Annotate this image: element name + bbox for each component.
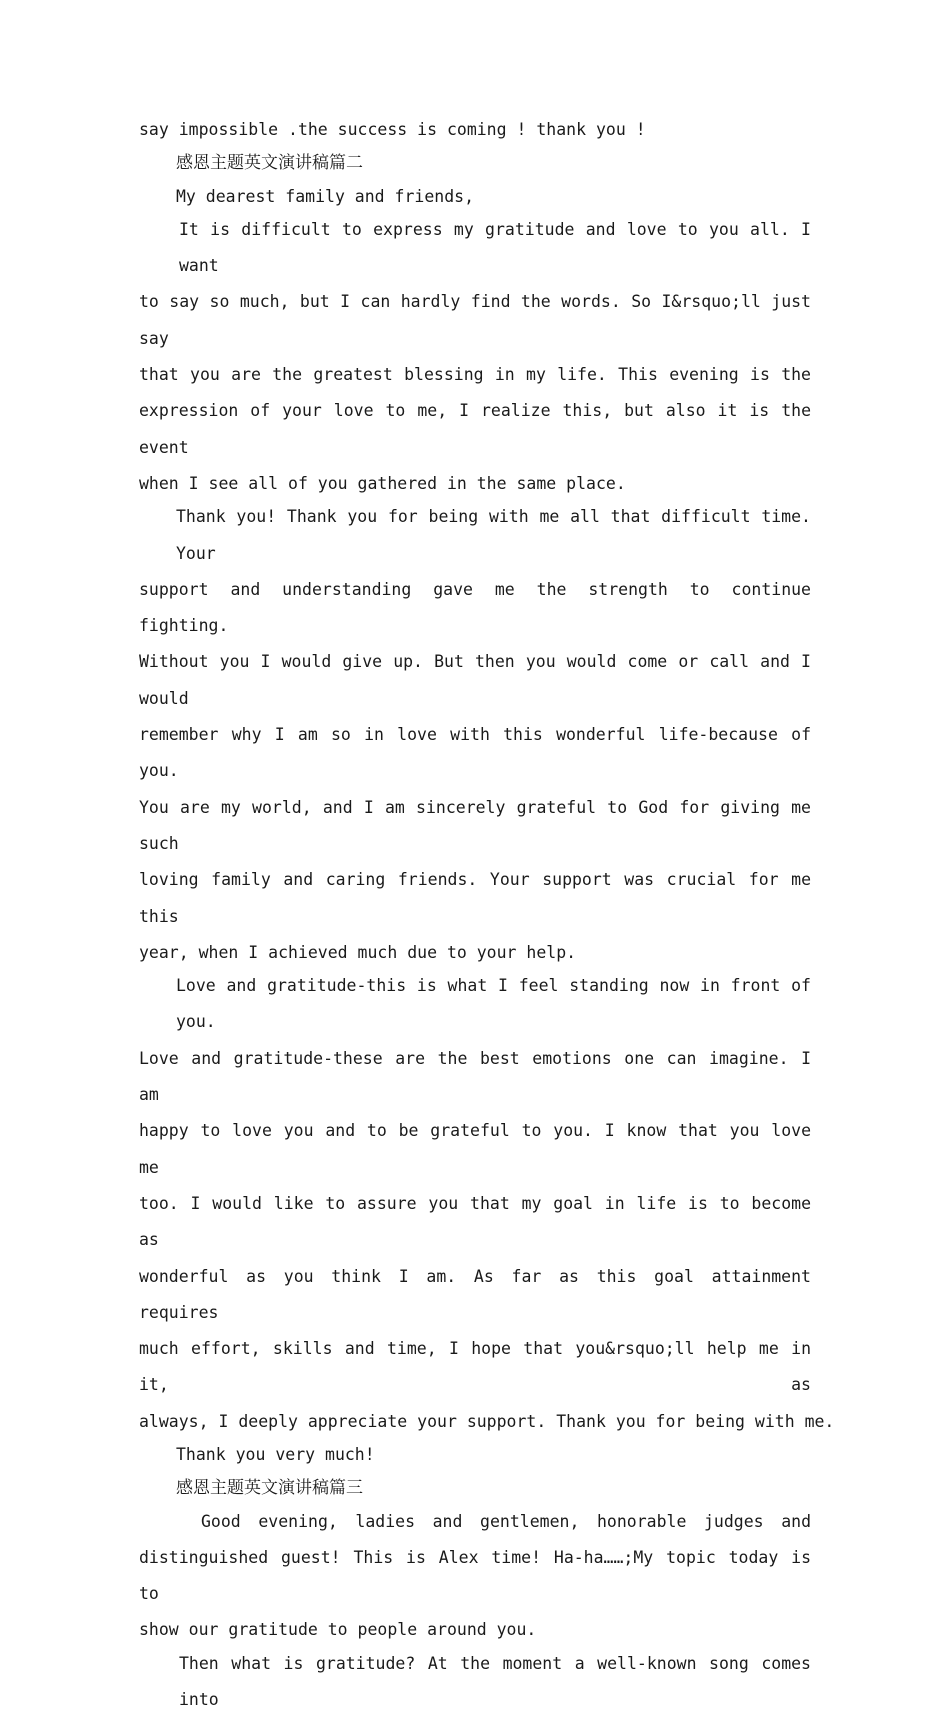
paragraph-3-line: happy to love you and to be grateful to you. I know that you love me <box>139 1121 811 1177</box>
paragraph-4-line: show our gratitude to people around you. <box>139 1620 537 1640</box>
paragraph-1-line: when I see all of you gathered in the same place. <box>139 473 626 493</box>
paragraph-1-line: that you are the greatest blessing in my life. This evening is the <box>139 365 811 385</box>
document-page <box>139 112 835 1718</box>
paragraph-1-line: to say so much, but I can hardly find the words. So I&rsquo;ll just say <box>139 292 811 348</box>
paragraph-3-line: too. I would like to assure you that my goal in life is to become as <box>139 1193 811 1250</box>
section-heading-two: 感恩主题英文演讲稿篇二 <box>176 153 363 174</box>
paragraph-2-line: remember why I am so in love with this wonderful life-because of you. <box>139 725 811 781</box>
paragraph-2-line: Without you I would give up. But then you would come or call and I would <box>139 652 811 708</box>
paragraph-3-line: Love and gratitude-these are the best emotions one can imagine. I am <box>139 1048 811 1105</box>
paragraph-4-line: distinguished guest! This is Alex time! Ha-ha……;My topic today is to <box>139 1547 811 1604</box>
paragraph-5-line: Then what is gratitude? At the moment a well-known song comes into <box>179 1653 811 1710</box>
text-line-closing: say impossible .the success is coming ! thank you ! <box>139 120 646 139</box>
paragraph-2-line: loving family and caring friends. Your support was crucial for me this <box>139 870 811 926</box>
paragraph-2-line: Thank you! Thank you for being with me all that difficult time. Your <box>176 507 811 563</box>
section-heading-three: 感恩主题英文演讲稿篇三 <box>176 1478 363 1499</box>
paragraph-2-line: You are my world, and I am sincerely grateful to God for giving me such <box>139 797 811 853</box>
salutation-line: My dearest family and friends, <box>176 186 475 206</box>
paragraph-2-line: year, when I achieved much due to your help. <box>139 942 577 962</box>
paragraph-3-line: wonderful as you think I am. As far as this goal attainment requires <box>139 1266 811 1322</box>
paragraph-1-line: It is difficult to express my gratitude and love to you all. I want <box>179 219 811 276</box>
paragraph-1-line: expression of your love to me, I realize this, but also it is the event <box>139 401 811 457</box>
paragraph-3-line: always, I deeply appreciate your support. Thank you for being with me. <box>139 1411 835 1431</box>
paragraph-4-line: Good evening, ladies and gentlemen, honorable judges and <box>201 1511 811 1531</box>
paragraph-3-line: Love and gratitude-this is what I feel standing now in front of you. <box>176 976 811 1032</box>
thanks-line: Thank you very much! <box>176 1444 375 1464</box>
paragraph-2-line: support and understanding gave me the strength to continue fighting. <box>139 579 811 636</box>
paragraph-3-line: much effort, skills and time, I hope that you&rsquo;ll help me in it, as <box>139 1339 811 1395</box>
